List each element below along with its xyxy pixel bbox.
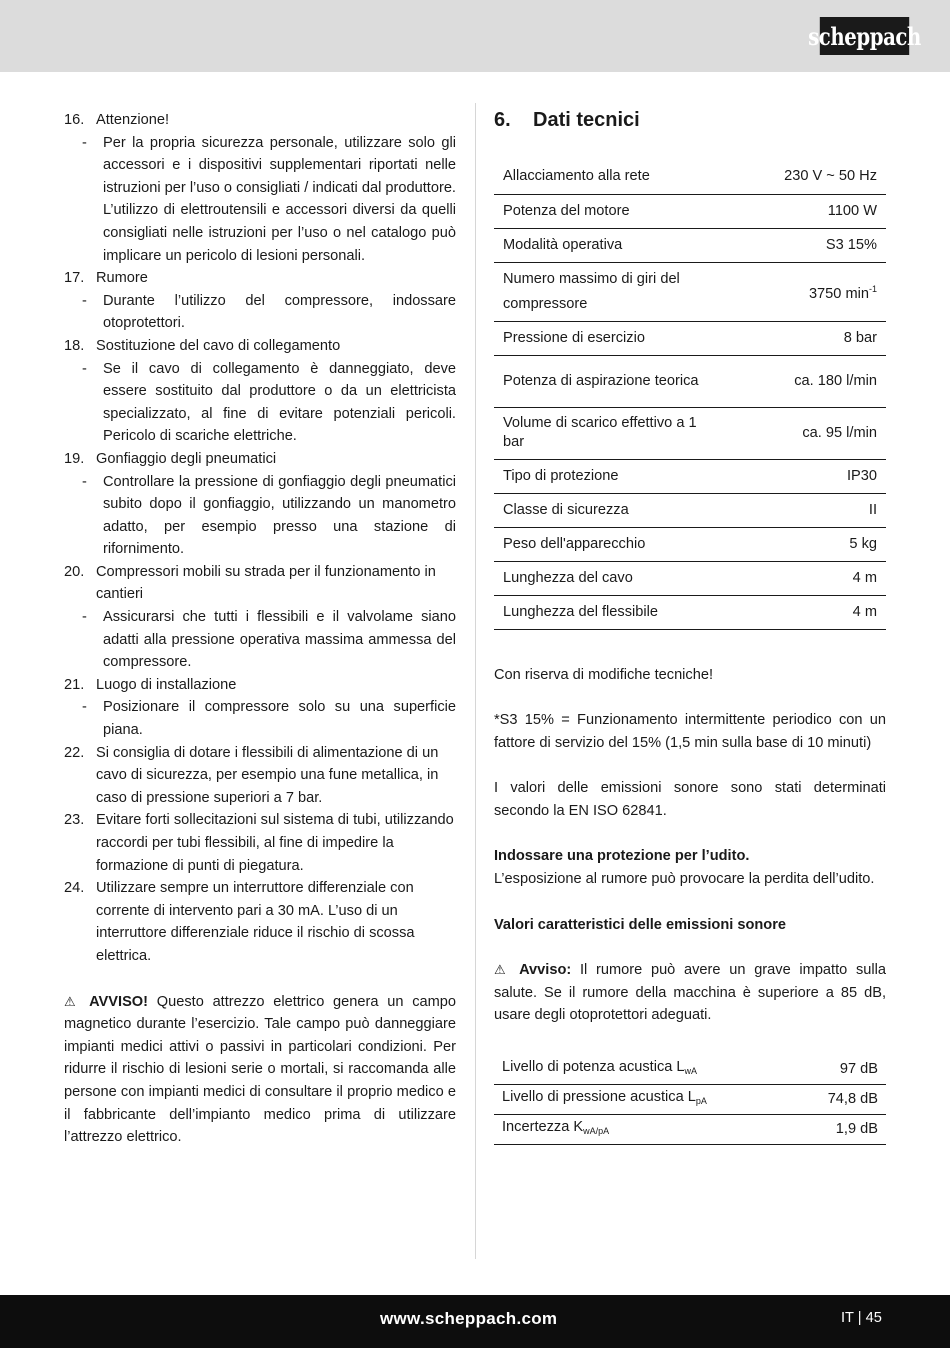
noise-label-subscript: pA (695, 1096, 707, 1107)
bullet-text: Assicurarsi che tutti i flessibili e il valvolame siano adatti alla pressione operativa massima ammessa del compressore. (103, 609, 456, 671)
s3-note: *S3 15% = Funzionamento intermittente periodico con un fattore di servizio del 15% (1,5 min sulla base di 10 minuti) (494, 712, 886, 751)
bullet-dash: - (82, 473, 87, 490)
spec-value-text: 1100 W (827, 202, 877, 219)
section-title-text: Dati tecnici (533, 109, 640, 131)
spec-label: Pressione di esercizio (494, 321, 775, 355)
spec-label: Potenza di aspirazione teorica (494, 355, 775, 407)
bullet-dash: - (82, 609, 87, 626)
item-text: Rumore (96, 270, 148, 287)
list-item (64, 267, 456, 290)
spec-row (494, 527, 886, 561)
spec-value (775, 493, 886, 527)
item-text: Si consiglia di dotare i flessibili di alimentazione di un cavo di sicurezza, per esempio una fune metallica, in caso di pressione superiori a 7 bar. (96, 744, 439, 806)
bullet-dash: - (82, 699, 87, 716)
spec-row (494, 493, 886, 527)
item-text: Evitare forti sollecitazioni sul sistema di tubi, utilizzando raccordi per tubi flessibili, al fine di impedire la formazione di punti di piegatura. (96, 812, 454, 874)
noise-value: 74,8 dB (795, 1085, 886, 1115)
noise-warning-label: Avviso: (519, 962, 572, 979)
item-text: Compressori mobili su strada per il funzionamento in cantieri (96, 563, 436, 603)
spec-value-text: 4 m (852, 603, 877, 620)
item-number: 24. (64, 880, 85, 897)
safety-instructions-column (64, 109, 456, 1149)
warning-triangle-icon: ⚠ (494, 962, 511, 978)
spec-value (775, 321, 886, 355)
list-item (64, 448, 456, 471)
magnetic-field-warning (64, 991, 456, 1149)
noise-warning-text: Il rumore può avere un grave impatto sulla salute. Se il rumore della macchina è superiore a 85 dB, usare degli otoprotettori adeguati. (494, 962, 887, 1024)
spec-value-text: S3 15% (825, 236, 877, 253)
spec-value-text: ca. 180 l/min (794, 372, 877, 389)
bullet-dash: - (82, 292, 87, 309)
spec-value (775, 561, 886, 595)
spec-value-text: II (868, 501, 877, 518)
emission-values-title: Valori caratteristici delle emissioni sonore (494, 916, 786, 933)
warning-text: Questo attrezzo elettrico genera un campo magnetico durante l’esercizio. Tale campo può danneggiare impianti medici attivi o passivi in particolari condizioni. Per ridurre il rischio di lesioni serie o mortali, si raccomanda alle persone con impianti medici di consultare il proprio medico e il fabbricante dell’impianto medico prima di utilizzare l’attrezzo elettrico. (64, 993, 457, 1146)
item-number: 18. (64, 337, 85, 354)
item-number: 23. (64, 812, 85, 829)
bullet-text: Controllare la pressione di gonfiaggio degli pneumatici subito dopo il gonfiaggio, utilizzando un manometro adatto, per esempio presso una stazione di rifornimento. (103, 473, 456, 558)
spec-value (775, 595, 886, 629)
spec-row (494, 355, 886, 407)
page-separator: | (857, 1310, 862, 1326)
noise-label-text: Livello di pressione acustica L (502, 1089, 696, 1106)
spec-label: Volume di scarico effettivo a 1 bar (494, 407, 775, 459)
spec-label: Allacciamento alla rete (494, 160, 775, 194)
spec-value (775, 228, 886, 262)
bullet-item (64, 696, 456, 741)
item-number: 22. (64, 744, 85, 761)
spec-row (494, 194, 886, 228)
spec-label: Modalità operativa (494, 228, 775, 262)
spec-value (775, 459, 886, 493)
bullet-text: Posizionare il compressore solo su una superficie piana. (103, 699, 456, 739)
item-number: 21. (64, 676, 85, 693)
spec-value-text: 230 V ~ 50 Hz (784, 168, 877, 185)
list-item (64, 335, 456, 358)
footer (0, 1295, 950, 1348)
noise-value: 97 dB (795, 1055, 886, 1085)
list-item (64, 109, 456, 132)
item-number: 16. (64, 112, 85, 128)
spec-value-text: 3750 min (808, 285, 869, 302)
emission-note: I valori delle emissioni sonore sono stati determinati secondo la EN ISO 62841. (494, 780, 886, 819)
noise-label (494, 1115, 795, 1145)
bullet-dash: - (82, 360, 87, 377)
list-item (64, 742, 456, 810)
spec-value-text: IP30 (846, 467, 877, 484)
spec-value-text: 4 m (852, 569, 877, 586)
spec-label: Peso dell'apparecchio (494, 527, 775, 561)
warning-triangle-icon: ⚠ (64, 993, 81, 1009)
spec-row (494, 262, 886, 321)
spec-label: Tipo di protezione (494, 459, 775, 493)
spec-value (775, 527, 886, 561)
list-item (64, 561, 456, 606)
noise-row (494, 1055, 886, 1085)
noise-label-subscript: wA/pA (583, 1126, 610, 1137)
noise-label-text: Livello di potenza acustica L (502, 1059, 685, 1076)
language-code: IT (841, 1310, 854, 1326)
hearing-protection-title: Indossare una protezione per l’udito. (494, 848, 750, 865)
bullet-item (64, 358, 456, 448)
bullet-dash: - (82, 134, 87, 151)
bullet-text: Se il cavo di collegamento è danneggiato, deve essere sostituito dal produttore o da un elettricista specializzato, al fine di evitare potenziali pericoli. Pericolo di scariche elettriche. (103, 360, 456, 445)
bullet-text: Durante l’utilizzo del compressore, indossare otoprotettori. (103, 292, 456, 332)
spec-label: Numero massimo di giri del compressore (494, 262, 775, 321)
bullet-item (64, 471, 456, 561)
list-item (64, 674, 456, 697)
noise-label-text: Incertezza K (502, 1119, 584, 1136)
noise-value: 1,9 dB (795, 1115, 886, 1145)
spec-label: Potenza del motore (494, 194, 775, 228)
spec-table (494, 160, 886, 630)
noise-row (494, 1115, 886, 1145)
technical-data-column (494, 106, 886, 1145)
noise-table (494, 1055, 886, 1145)
spec-row (494, 321, 886, 355)
spec-value (775, 160, 886, 194)
spec-value-text: 5 kg (849, 535, 877, 552)
item-text: Sostituzione del cavo di collegamento (96, 337, 341, 354)
warning-label: AVVISO! (89, 993, 149, 1010)
scheppach-logo: scheppach (820, 17, 909, 55)
spec-value (775, 262, 886, 321)
item-number: 20. (64, 563, 85, 580)
spec-label: Classe di sicurezza (494, 493, 775, 527)
column-divider (475, 103, 476, 1259)
section-number: 6. (494, 109, 511, 131)
noise-warning (494, 959, 886, 1027)
noise-label-subscript: wA (684, 1066, 698, 1077)
item-number: 19. (64, 450, 85, 467)
spec-row (494, 228, 886, 262)
bullet-item (64, 132, 456, 268)
spec-value-text: 8 bar (843, 329, 877, 346)
spec-value-superscript: -1 (868, 283, 877, 294)
footer-url[interactable]: www.scheppach.com (380, 1309, 558, 1328)
item-number: 17. (64, 270, 85, 287)
reserve-note: Con riserva di modifiche tecniche! (494, 666, 714, 683)
spec-value (775, 407, 886, 459)
bullet-item (64, 290, 456, 335)
hearing-protection-text: L’esposizione al rumore può provocare la perdita dell’udito. (494, 871, 875, 888)
spec-row (494, 160, 886, 194)
noise-label (494, 1085, 795, 1115)
spec-row (494, 459, 886, 493)
section-title (494, 106, 886, 134)
spec-label: Lunghezza del cavo (494, 561, 775, 595)
list-item (64, 809, 456, 877)
item-text: Gonfiaggio degli pneumatici (96, 450, 277, 467)
spec-value-text: ca. 95 l/min (802, 424, 877, 441)
bullet-text: Per la propria sicurezza personale, utilizzare solo gli accessori e i dispositivi supplementari riportati nelle istruzioni per l’uso o consigliati / indicati dal produttore. L’utilizzo di elettroutensili e accessori diversi da quelli consigliati nelle istruzioni per l’uso o nel catalogo può implicare un pericolo di lesioni personali. (103, 134, 456, 264)
item-text: Luogo di installazione (96, 676, 237, 693)
item-text: Attenzione! (96, 112, 170, 128)
spec-row (494, 595, 886, 629)
spec-row (494, 407, 886, 459)
noise-row (494, 1085, 886, 1115)
spec-row (494, 561, 886, 595)
list-item (64, 877, 456, 967)
spec-value (775, 194, 886, 228)
page-number (841, 1310, 882, 1326)
noise-label (494, 1055, 795, 1085)
page-number-value: 45 (865, 1310, 882, 1326)
bullet-item (64, 606, 456, 674)
spec-value (775, 355, 886, 407)
item-text: Utilizzare sempre un interruttore differenziale con corrente di intervento pari a 30 mA. L’uso di un interruttore differenziale riduce il rischio di scossa elettrica. (96, 880, 415, 964)
spec-label: Lunghezza del flessibile (494, 595, 775, 629)
